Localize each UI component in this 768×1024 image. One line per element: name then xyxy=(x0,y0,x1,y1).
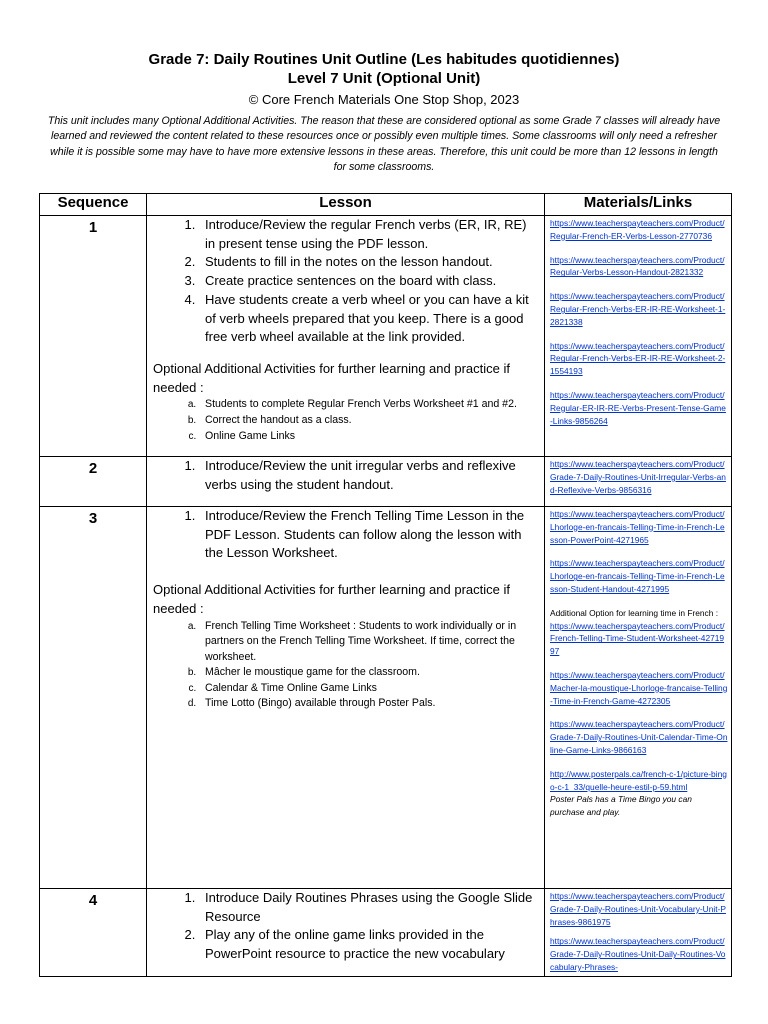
additional-option-note: Additional Option for learning time in French : xyxy=(550,607,719,618)
resource-link[interactable]: https://www.teacherspayteachers.com/Product/French-Telling-Time-Student-Worksheet-4271997 xyxy=(550,620,725,657)
lesson-step: 1. Introduce/Review the unit irregular verbs and reflexive verbs using the student handout. xyxy=(199,457,536,494)
lesson-step: 2. Play any of the online game links provided in the PowerPoint resource to practice the new vocabulary xyxy=(199,926,536,963)
table-header-row xyxy=(40,194,732,216)
lesson-steps xyxy=(153,507,536,563)
lesson-steps xyxy=(153,457,536,494)
sequence-number: 3 xyxy=(40,507,147,889)
lesson-steps xyxy=(153,216,536,347)
lesson-step: 1. Introduce/Review the French Telling Time Lesson in the PDF Lesson. Students can follow along the lesson with the Lesson Worksheet. xyxy=(199,507,536,563)
document-title: Grade 7: Daily Routines Unit Outline (Les habitudes quotidiennes) xyxy=(148,51,620,68)
copyright-line: © Core French Materials One Stop Shop, 2023 xyxy=(248,92,520,107)
resource-link[interactable]: https://www.teacherspayteachers.com/Product/Regular-French-Verbs-ER-IR-RE-Worksheet-1-2821338 xyxy=(550,291,726,327)
resource-link[interactable]: https://www.teacherspayteachers.com/Product/Regular-ER-IR-RE-Verbs-Present-Tense-Game-Links-9856264 xyxy=(550,389,726,426)
lesson-cell xyxy=(147,889,545,977)
optional-activity: a. Students to complete Regular French Verbs Worksheet #1 and #2. xyxy=(199,397,536,413)
lesson-steps xyxy=(153,889,536,964)
resource-link[interactable]: http://www.posterpals.ca/french-c-1/picture-bingo-c-1_33/quelle-heure-estil-p-59.html xyxy=(550,768,727,792)
resource-link[interactable]: https://www.teacherspayteachers.com/Product/Grade-7-Daily-Routines-Unit-Calendar-Time-Online-Game-Links-9866163 xyxy=(550,719,728,755)
resource-link[interactable]: https://www.teacherspayteachers.com/Product/Regular-French-ER-Verbs-Lesson-2770736 xyxy=(550,218,725,241)
poster-pals-note: Poster Pals has a Time Bingo you can purchase and play. xyxy=(550,794,692,818)
header-sequence: Sequence xyxy=(40,194,147,216)
materials-links-cell xyxy=(545,216,732,457)
lesson-step: 1. Introduce/Review the regular French verbs (ER, IR, RE) in present tense using the PDF lesson. xyxy=(199,216,536,253)
resource-link[interactable]: https://www.teacherspayteachers.com/Product/Regular-French-Verbs-ER-IR-RE-Worksheet-2-1554193 xyxy=(550,340,726,377)
resource-link[interactable]: https://www.teacherspayteachers.com/Product/Macher-la-moustique-Lhorloge-francaise-Telling-Time-in-French-Game-4272305 xyxy=(550,669,728,706)
optional-activity: d. Time Lotto (Bingo) available through Poster Pals. xyxy=(199,696,536,712)
unit-outline-table xyxy=(39,193,732,977)
sequence-number: 2 xyxy=(40,457,147,507)
resource-link[interactable]: https://www.teacherspayteachers.com/Product/Lhorloge-en-francais-Telling-Time-in-French-Lesson-PowerPoint-4271965 xyxy=(550,509,725,545)
header-lesson: Lesson xyxy=(147,194,545,216)
optional-activity: b. Mâcher le moustique game for the classroom. xyxy=(199,665,536,681)
resource-link[interactable]: https://www.teacherspayteachers.com/Product/Regular-Verbs-Lesson-Handout-2821332 xyxy=(550,254,725,278)
table-row xyxy=(40,457,732,507)
table-row xyxy=(40,216,732,457)
lesson-cell xyxy=(147,507,545,889)
optional-activities-list xyxy=(153,619,536,713)
optional-activities-heading: Optional Additional Activities for further learning and practice if needed : xyxy=(153,360,510,395)
materials-links-cell xyxy=(545,889,732,977)
lesson-step: 2. Students to fill in the notes on the lesson handout. xyxy=(199,253,536,272)
lesson-step: 1. Introduce Daily Routines Phrases using the Google Slide Resource xyxy=(199,889,536,926)
lesson-cell xyxy=(147,457,545,507)
resource-link[interactable]: https://www.teacherspayteachers.com/Product/Grade-7-Daily-Routines-Unit-Vocabulary-Unit-Phrases-9861975 xyxy=(550,891,726,927)
lesson-step: 4. Have students create a verb wheel or you can have a kit of verb wheels prepared that you keep. There is a good free verb wheel available at the link provided. xyxy=(199,291,536,347)
sequence-number: 4 xyxy=(40,889,147,977)
header-materials-links: Materials/Links xyxy=(545,194,732,216)
document-header xyxy=(0,0,768,176)
lesson-cell xyxy=(147,216,545,457)
resource-link[interactable]: https://www.teacherspayteachers.com/Product/Grade-7-Daily-Routines-Unit-Irregular-Verbs-and-Reflexive-Verbs-9856316 xyxy=(550,459,726,495)
table-row xyxy=(40,507,732,889)
optional-activities-list xyxy=(153,397,536,444)
optional-activities-heading: Optional Additional Activities for further learning and practice if needed : xyxy=(153,582,510,616)
sequence-number: 1 xyxy=(40,216,147,457)
resource-link[interactable]: https://www.teacherspayteachers.com/Product/Grade-7-Daily-Routines-Unit-Daily-Routines-Vocabulary-Phrases- xyxy=(550,936,726,972)
resource-link[interactable]: https://www.teacherspayteachers.com/Product/Lhorloge-en-francais-Telling-Time-in-French-Lesson-Student-Handout-4271995 xyxy=(550,558,725,594)
materials-links-cell xyxy=(545,457,732,507)
optional-activity: a. French Telling Time Worksheet : Students to work individually or in partners on the French Telling Time Worksheet. If time, correct the worksheet. xyxy=(199,619,536,666)
optional-activity: c. Calendar & Time Online Game Links xyxy=(199,681,536,697)
optional-activity: c. Online Game Links xyxy=(199,429,536,445)
document-subtitle: Level 7 Unit (Optional Unit) xyxy=(287,70,481,87)
lesson-step: 3. Create practice sentences on the board with class. xyxy=(199,272,536,291)
optional-activity: b. Correct the handout as a class. xyxy=(199,413,536,429)
materials-links-cell xyxy=(545,507,732,889)
intro-paragraph: This unit includes many Optional Additional Activities. The reason that these are considered optional as some Grade 7 classes will already have learned and reviewed the content related to these resources once or possibly even multiple times. Some classrooms will only need a refresher while it is possible some may have to have more extensive lessons in these areas. Therefore, this unit could be more than 12 lessons in length for some classrooms. xyxy=(47,115,721,174)
table-row xyxy=(40,889,732,977)
